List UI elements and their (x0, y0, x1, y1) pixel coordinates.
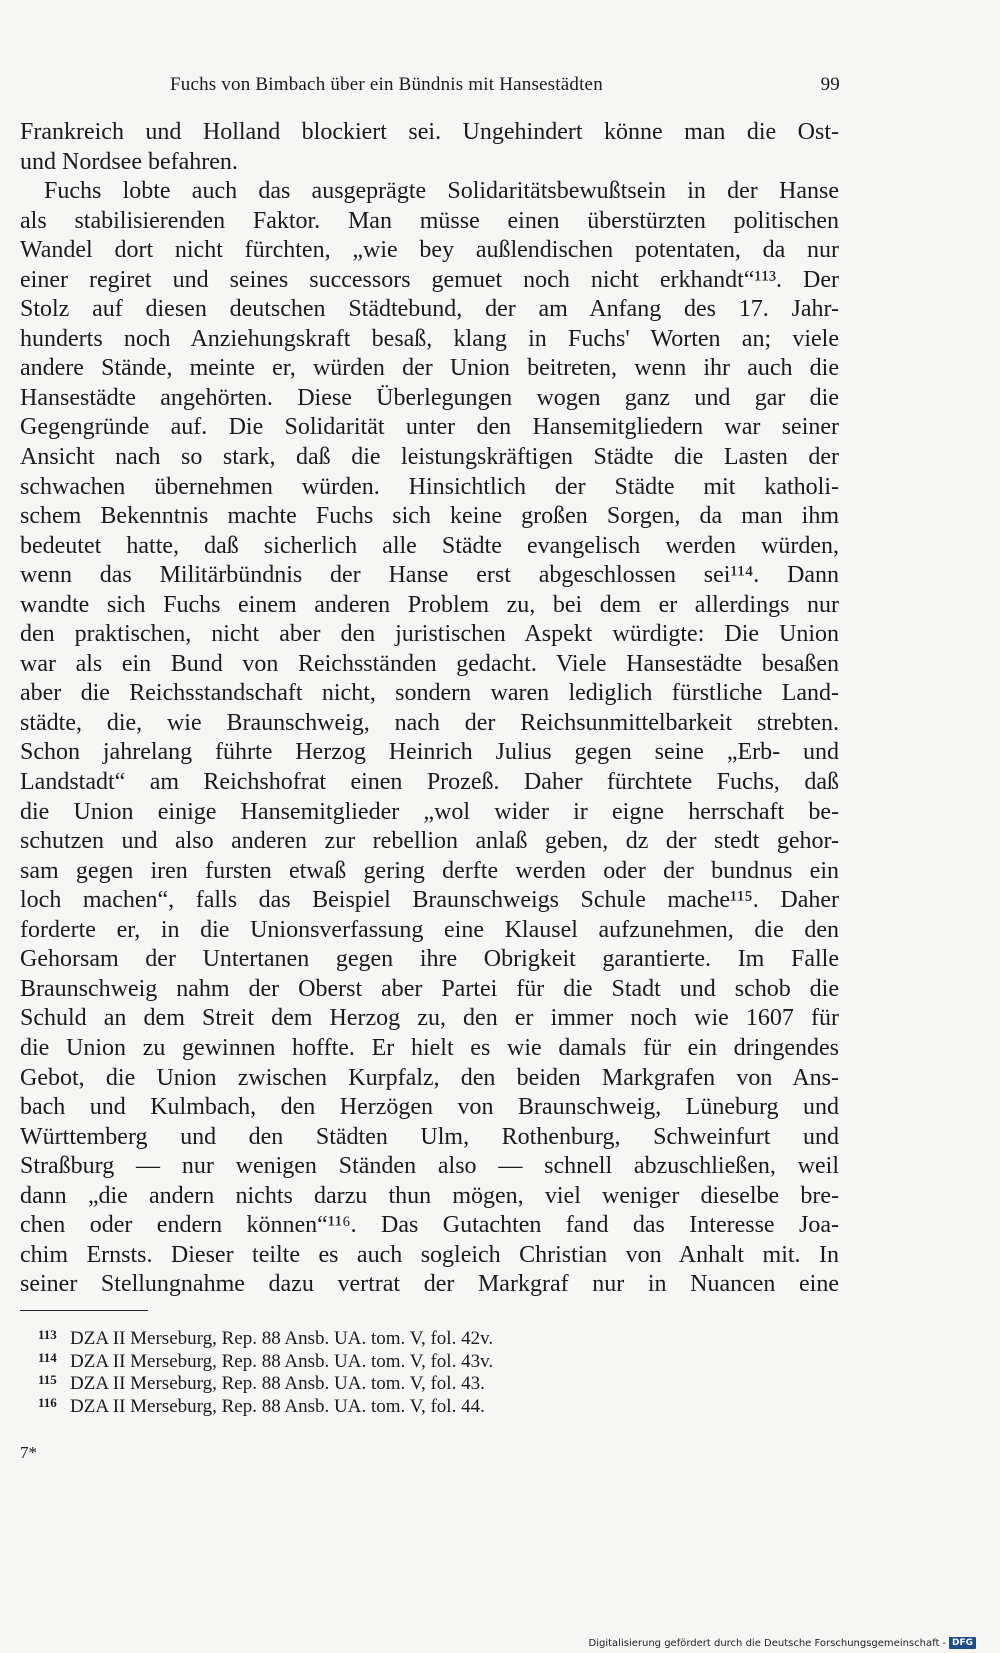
text-line: Ansicht nach so stark, daß die leistungskräftigen Städte die Lasten der (20, 444, 839, 471)
text-line: die Union zu gewinnen hoffte. Er hielt es wie damals für ein dringendes (20, 1034, 839, 1061)
text-line: sam gegen iren fursten etwaß gering derfte werden oder der bundnus ein (20, 857, 839, 884)
text-line: Braunschweig nahm der Oberst aber Partei für die Stadt und schob die (20, 975, 839, 1002)
text-line: schutzen und also anderen zur rebellion anlaß geben, dz der stedt gehor- (20, 828, 839, 855)
page-number: 99 (820, 74, 840, 95)
text-line: einer regiret und seines successors gemuet noch nicht erkhandt“¹¹³. Der (20, 266, 839, 293)
text-line: andere Stände, meinte er, würden der Union beitreten, wenn ihr auch die (20, 355, 839, 382)
text-line: loch machen“, falls das Beispiel Braunschweigs Schule mache¹¹⁵. Daher (20, 887, 839, 914)
footnote-number: 116 (38, 1394, 57, 1410)
footnote-text: DZA II Merseburg, Rep. 88 Ansb. UA. tom. V, fol. 43. (70, 1373, 485, 1394)
text-line: Schuld an dem Streit dem Herzog zu, den er immer noch wie 1607 für (20, 1005, 839, 1032)
footnote-number: 115 (38, 1372, 57, 1387)
text-line: chim Ernsts. Dieser teilte es auch sogleich Christian von Anhalt mit. In (20, 1241, 839, 1268)
footnote-divider (20, 1310, 148, 1311)
body-text (20, 118, 839, 1300)
text-line: bedeutet hatte, daß sicherlich alle Städte evangelisch werden würden, (20, 532, 839, 559)
sheet-signature: 7* (20, 1443, 37, 1462)
footnote (38, 1369, 798, 1392)
footnote-number: 113 (38, 1327, 57, 1342)
text-line: Fuchs lobte auch das ausgeprägte Solidaritätsbewußtsein in der Hanse (44, 178, 839, 205)
running-title: Fuchs von Bimbach über ein Bündnis mit Hansestädten (170, 74, 603, 95)
text-line: und Nordsee befahren. (20, 148, 238, 175)
text-line: schem Bekenntnis machte Fuchs sich keine großen Sorgen, da man ihm (20, 503, 839, 530)
text-line: aber die Reichsstandschaft nicht, sondern waren lediglich fürstliche Land- (20, 680, 839, 707)
text-line: Württemberg und den Städten Ulm, Rothenburg, Schweinfurt und (20, 1123, 839, 1150)
footnote-text: DZA II Merseburg, Rep. 88 Ansb. UA. tom. V, fol. 44. (70, 1395, 485, 1417)
footnote (38, 1324, 798, 1347)
text-line: forderte er, in die Unionsverfassung eine Klausel aufzunehmen, die den (20, 916, 839, 943)
text-line: Stolz auf diesen deutschen Städtebund, der am Anfang des 17. Jahr- (20, 296, 839, 323)
text-line: chen oder endern können“¹¹⁶. Das Gutachten fand das Interesse Joa- (20, 1212, 839, 1239)
text-line: wenn das Militärbündnis der Hanse erst abgeschlossen sei¹¹⁴. Dann (20, 562, 839, 589)
text-line: dann „die andern nichts darzu thun mögen, viel weniger dieselbe bre- (20, 1182, 839, 1209)
text-line: wandte sich Fuchs einem anderen Problem zu, bei dem er allerdings nur (20, 591, 839, 618)
dfg-logo: DFG (949, 1637, 976, 1649)
credit-text: Digitalisierung gefördert durch die Deutsche Forschungsgemeinschaft (588, 1637, 940, 1649)
footnotes (38, 1324, 798, 1417)
text-line: die Union einige Hansemitglieder „wol wider ir eigne herrschaft be- (20, 798, 839, 825)
text-line: als stabilisierenden Faktor. Man müsse einen überstürzten politischen (20, 207, 839, 234)
text-line: Gegengründe auf. Die Solidarität unter den Hansemitgliedern war seiner (20, 414, 839, 441)
digitization-credit: Digitalisierung gefördert durch die Deutsche Forschungsgemeinschaft - DFG (589, 1637, 976, 1649)
text-line: hunderts noch Anziehungskraft besaß, klang in Fuchs' Worten an; viele (20, 325, 839, 352)
text-line: Frankreich und Holland blockiert sei. Ungehindert könne man die Ost- (20, 119, 839, 145)
text-line: bach und Kulmbach, den Herzögen von Braunschweig, Lüneburg und (20, 1094, 839, 1121)
text-line: war als ein Bund von Reichsständen gedacht. Viele Hansestädte besaßen (20, 650, 839, 677)
footnote (38, 1347, 798, 1370)
footnote-text: DZA II Merseburg, Rep. 88 Ansb. UA. tom. V, fol. 43v. (70, 1350, 494, 1372)
text-line: Schon jahrelang führte Herzog Heinrich Julius gegen seine „Erb- und (20, 739, 839, 766)
text-line: seiner Stellungnahme dazu vertrat der Markgraf nur in Nuancen eine (20, 1271, 839, 1298)
text-line: Wandel dort nicht fürchten, „wie bey außlendischen potentaten, da nur (20, 237, 839, 264)
text-line: Landstadt“ am Reichshofrat einen Prozeß. Daher fürchtete Fuchs, daß (20, 769, 839, 796)
text-line: Hansestädte angehörten. Diese Überlegungen wogen ganz und gar die (20, 384, 839, 411)
text-line: Gehorsam der Untertanen gegen ihre Obrigkeit garantierte. Im Falle (20, 946, 839, 973)
text-line: städte, die, wie Braunschweig, nach der Reichsunmittelbarkeit strebten. (20, 709, 839, 736)
footnote-text: DZA II Merseburg, Rep. 88 Ansb. UA. tom. V, fol. 42v. (70, 1328, 494, 1349)
footnote (38, 1392, 798, 1415)
footnote-number: 114 (38, 1349, 57, 1365)
text-line: Straßburg — nur wenigen Ständen also — schnell abzuschließen, weil (20, 1153, 839, 1180)
text-line: schwachen übernehmen würden. Hinsichtlich der Städte mit katholi- (20, 473, 839, 500)
text-line: den praktischen, nicht aber den juristischen Aspekt würdigte: Die Union (20, 621, 839, 648)
text-line: Gebot, die Union zwischen Kurpfalz, den beiden Markgrafen von Ans- (20, 1064, 839, 1091)
